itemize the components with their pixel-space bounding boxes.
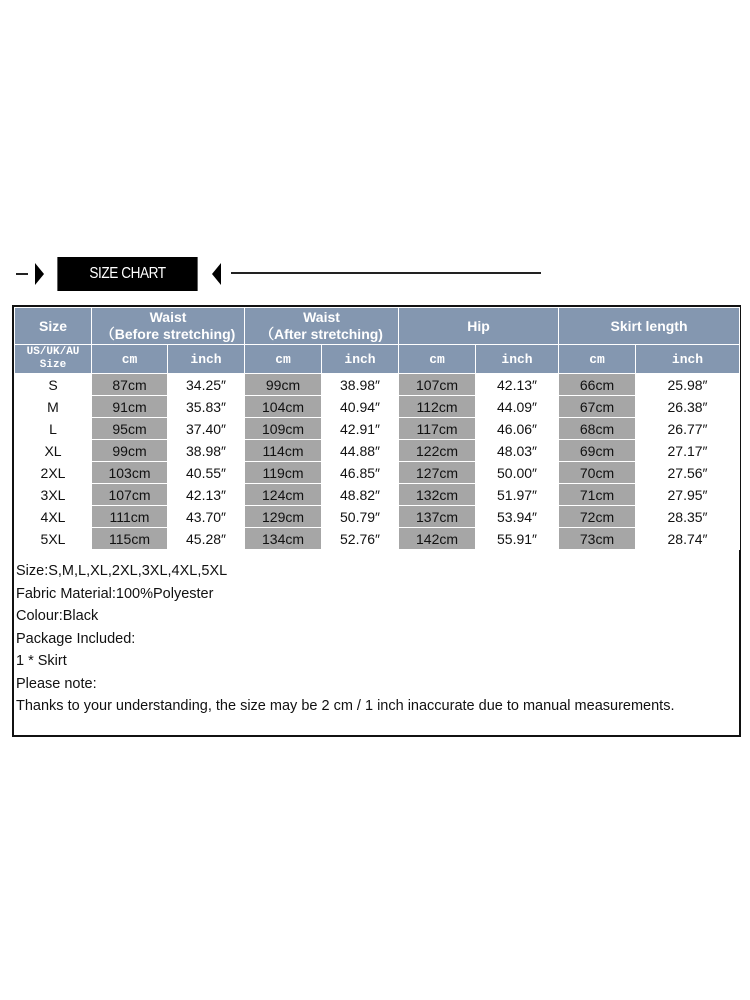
size-table (14, 307, 740, 550)
note-disclaimer: Thanks to your understanding, the size may be 2 cm / 1 inch inaccurate due to manual measurements. (16, 698, 675, 714)
hip-inch: 53.94″ (476, 506, 559, 528)
waist-after-inch: 42.91″ (322, 418, 399, 440)
waist-after-cm: 99cm (245, 374, 322, 396)
note-fabric: Fabric Material:100%Polyester (16, 585, 214, 602)
banner-title: SIZE CHART (57, 257, 197, 291)
size-cell: 5XL (15, 528, 92, 550)
table-row (15, 528, 740, 550)
hip-cm: 142cm (399, 528, 476, 550)
skirt-length-cm: 71cm (559, 484, 636, 506)
table-row (15, 506, 740, 528)
skirt-length-inch: 26.77″ (636, 418, 740, 440)
waist-before-cm: 111cm (92, 506, 168, 528)
subheader-size (15, 345, 92, 374)
note-sizes: Size:S,M,L,XL,2XL,3XL,4XL,5XL (16, 563, 228, 579)
note-please-note: Please note: (16, 675, 97, 692)
hip-cm: 127cm (399, 462, 476, 484)
banner-dash-left (16, 273, 28, 275)
waist-before-cm: 103cm (92, 462, 168, 484)
header-waist-before-line1: Waist (149, 309, 187, 325)
waist-after-inch: 52.76″ (322, 528, 399, 550)
size-cell: 4XL (15, 506, 92, 528)
header-size: Size (15, 308, 92, 345)
size-cell: 2XL (15, 462, 92, 484)
skirt-length-cm: 68cm (559, 418, 636, 440)
waist-after-cm: 104cm (245, 396, 322, 418)
hip-inch: 50.00″ (476, 462, 559, 484)
size-cell: M (15, 396, 92, 418)
hip-inch: 48.03″ (476, 440, 559, 462)
waist-after-inch: 48.82″ (322, 484, 399, 506)
header-waist-before (92, 308, 245, 345)
waist-before-inch: 34.25″ (168, 374, 245, 396)
waist-after-inch: 46.85″ (322, 462, 399, 484)
waist-before-cm: 91cm (92, 396, 168, 418)
subheader-inch: inch (636, 345, 740, 374)
waist-after-cm: 134cm (245, 528, 322, 550)
subheader-cm: cm (559, 345, 636, 374)
skirt-length-cm: 70cm (559, 462, 636, 484)
hip-inch: 44.09″ (476, 396, 559, 418)
waist-after-inch: 44.88″ (322, 440, 399, 462)
banner-arrow-right-icon (212, 263, 221, 285)
waist-before-cm: 107cm (92, 484, 168, 506)
note-package-contents: 1 * Skirt (16, 653, 67, 669)
size-chart-frame (12, 305, 741, 737)
hip-inch: 51.97″ (476, 484, 559, 506)
waist-after-cm: 129cm (245, 506, 322, 528)
waist-before-inch: 40.55″ (168, 462, 245, 484)
header-waist-after-line2: （After stretching) (260, 326, 383, 342)
note-colour: Colour:Black (16, 608, 99, 624)
subheader-cm: cm (92, 345, 168, 374)
skirt-length-inch: 28.35″ (636, 506, 740, 528)
table-row (15, 396, 740, 418)
table-row (15, 418, 740, 440)
hip-cm: 107cm (399, 374, 476, 396)
hip-inch: 42.13″ (476, 374, 559, 396)
waist-after-cm: 119cm (245, 462, 322, 484)
skirt-length-inch: 27.56″ (636, 462, 740, 484)
subheader-inch: inch (322, 345, 399, 374)
size-table-body (15, 374, 740, 550)
product-notes (14, 550, 739, 718)
size-chart-banner (0, 257, 750, 291)
waist-before-inch: 43.70″ (168, 506, 245, 528)
table-row (15, 462, 740, 484)
hip-inch: 55.91″ (476, 528, 559, 550)
banner-dots (231, 257, 541, 259)
hip-cm: 117cm (399, 418, 476, 440)
waist-before-inch: 42.13″ (168, 484, 245, 506)
skirt-length-inch: 27.95″ (636, 484, 740, 506)
waist-before-cm: 115cm (92, 528, 168, 550)
header-hip: Hip (399, 308, 559, 345)
skirt-length-inch: 26.38″ (636, 396, 740, 418)
note-package-heading: Package Included: (16, 630, 136, 647)
waist-after-inch: 40.94″ (322, 396, 399, 418)
header-waist-after-line1: Waist (303, 309, 340, 325)
waist-before-inch: 37.40″ (168, 418, 245, 440)
size-cell: 3XL (15, 484, 92, 506)
table-row (15, 440, 740, 462)
skirt-length-cm: 67cm (559, 396, 636, 418)
skirt-length-inch: 28.74″ (636, 528, 740, 550)
waist-before-inch: 45.28″ (168, 528, 245, 550)
waist-after-cm: 124cm (245, 484, 322, 506)
waist-before-cm: 95cm (92, 418, 168, 440)
hip-cm: 137cm (399, 506, 476, 528)
hip-cm: 122cm (399, 440, 476, 462)
waist-after-inch: 38.98″ (322, 374, 399, 396)
table-row (15, 374, 740, 396)
header-waist-before-line2: （Before stretching) (100, 326, 236, 342)
subheader-inch: inch (168, 345, 245, 374)
subheader-cm: cm (245, 345, 322, 374)
waist-before-inch: 38.98″ (168, 440, 245, 462)
hip-cm: 112cm (399, 396, 476, 418)
subheader-size-line2: Size (39, 359, 67, 371)
header-waist-after (245, 308, 399, 345)
hip-inch: 46.06″ (476, 418, 559, 440)
banner-rule (231, 272, 541, 274)
subheader-size-line1: US/UK/AU (26, 346, 80, 358)
waist-before-cm: 87cm (92, 374, 168, 396)
subheader-cm: cm (399, 345, 476, 374)
size-cell: L (15, 418, 92, 440)
table-row (15, 484, 740, 506)
skirt-length-cm: 73cm (559, 528, 636, 550)
waist-before-cm: 99cm (92, 440, 168, 462)
waist-after-inch: 50.79″ (322, 506, 399, 528)
size-cell: XL (15, 440, 92, 462)
hip-cm: 132cm (399, 484, 476, 506)
waist-after-cm: 114cm (245, 440, 322, 462)
header-skirt-length: Skirt length (559, 308, 740, 345)
waist-after-cm: 109cm (245, 418, 322, 440)
subheader-inch: inch (476, 345, 559, 374)
size-cell: S (15, 374, 92, 396)
waist-before-inch: 35.83″ (168, 396, 245, 418)
skirt-length-inch: 27.17″ (636, 440, 740, 462)
banner-arrow-left-icon (35, 263, 44, 285)
skirt-length-cm: 66cm (559, 374, 636, 396)
skirt-length-cm: 72cm (559, 506, 636, 528)
skirt-length-cm: 69cm (559, 440, 636, 462)
skirt-length-inch: 25.98″ (636, 374, 740, 396)
